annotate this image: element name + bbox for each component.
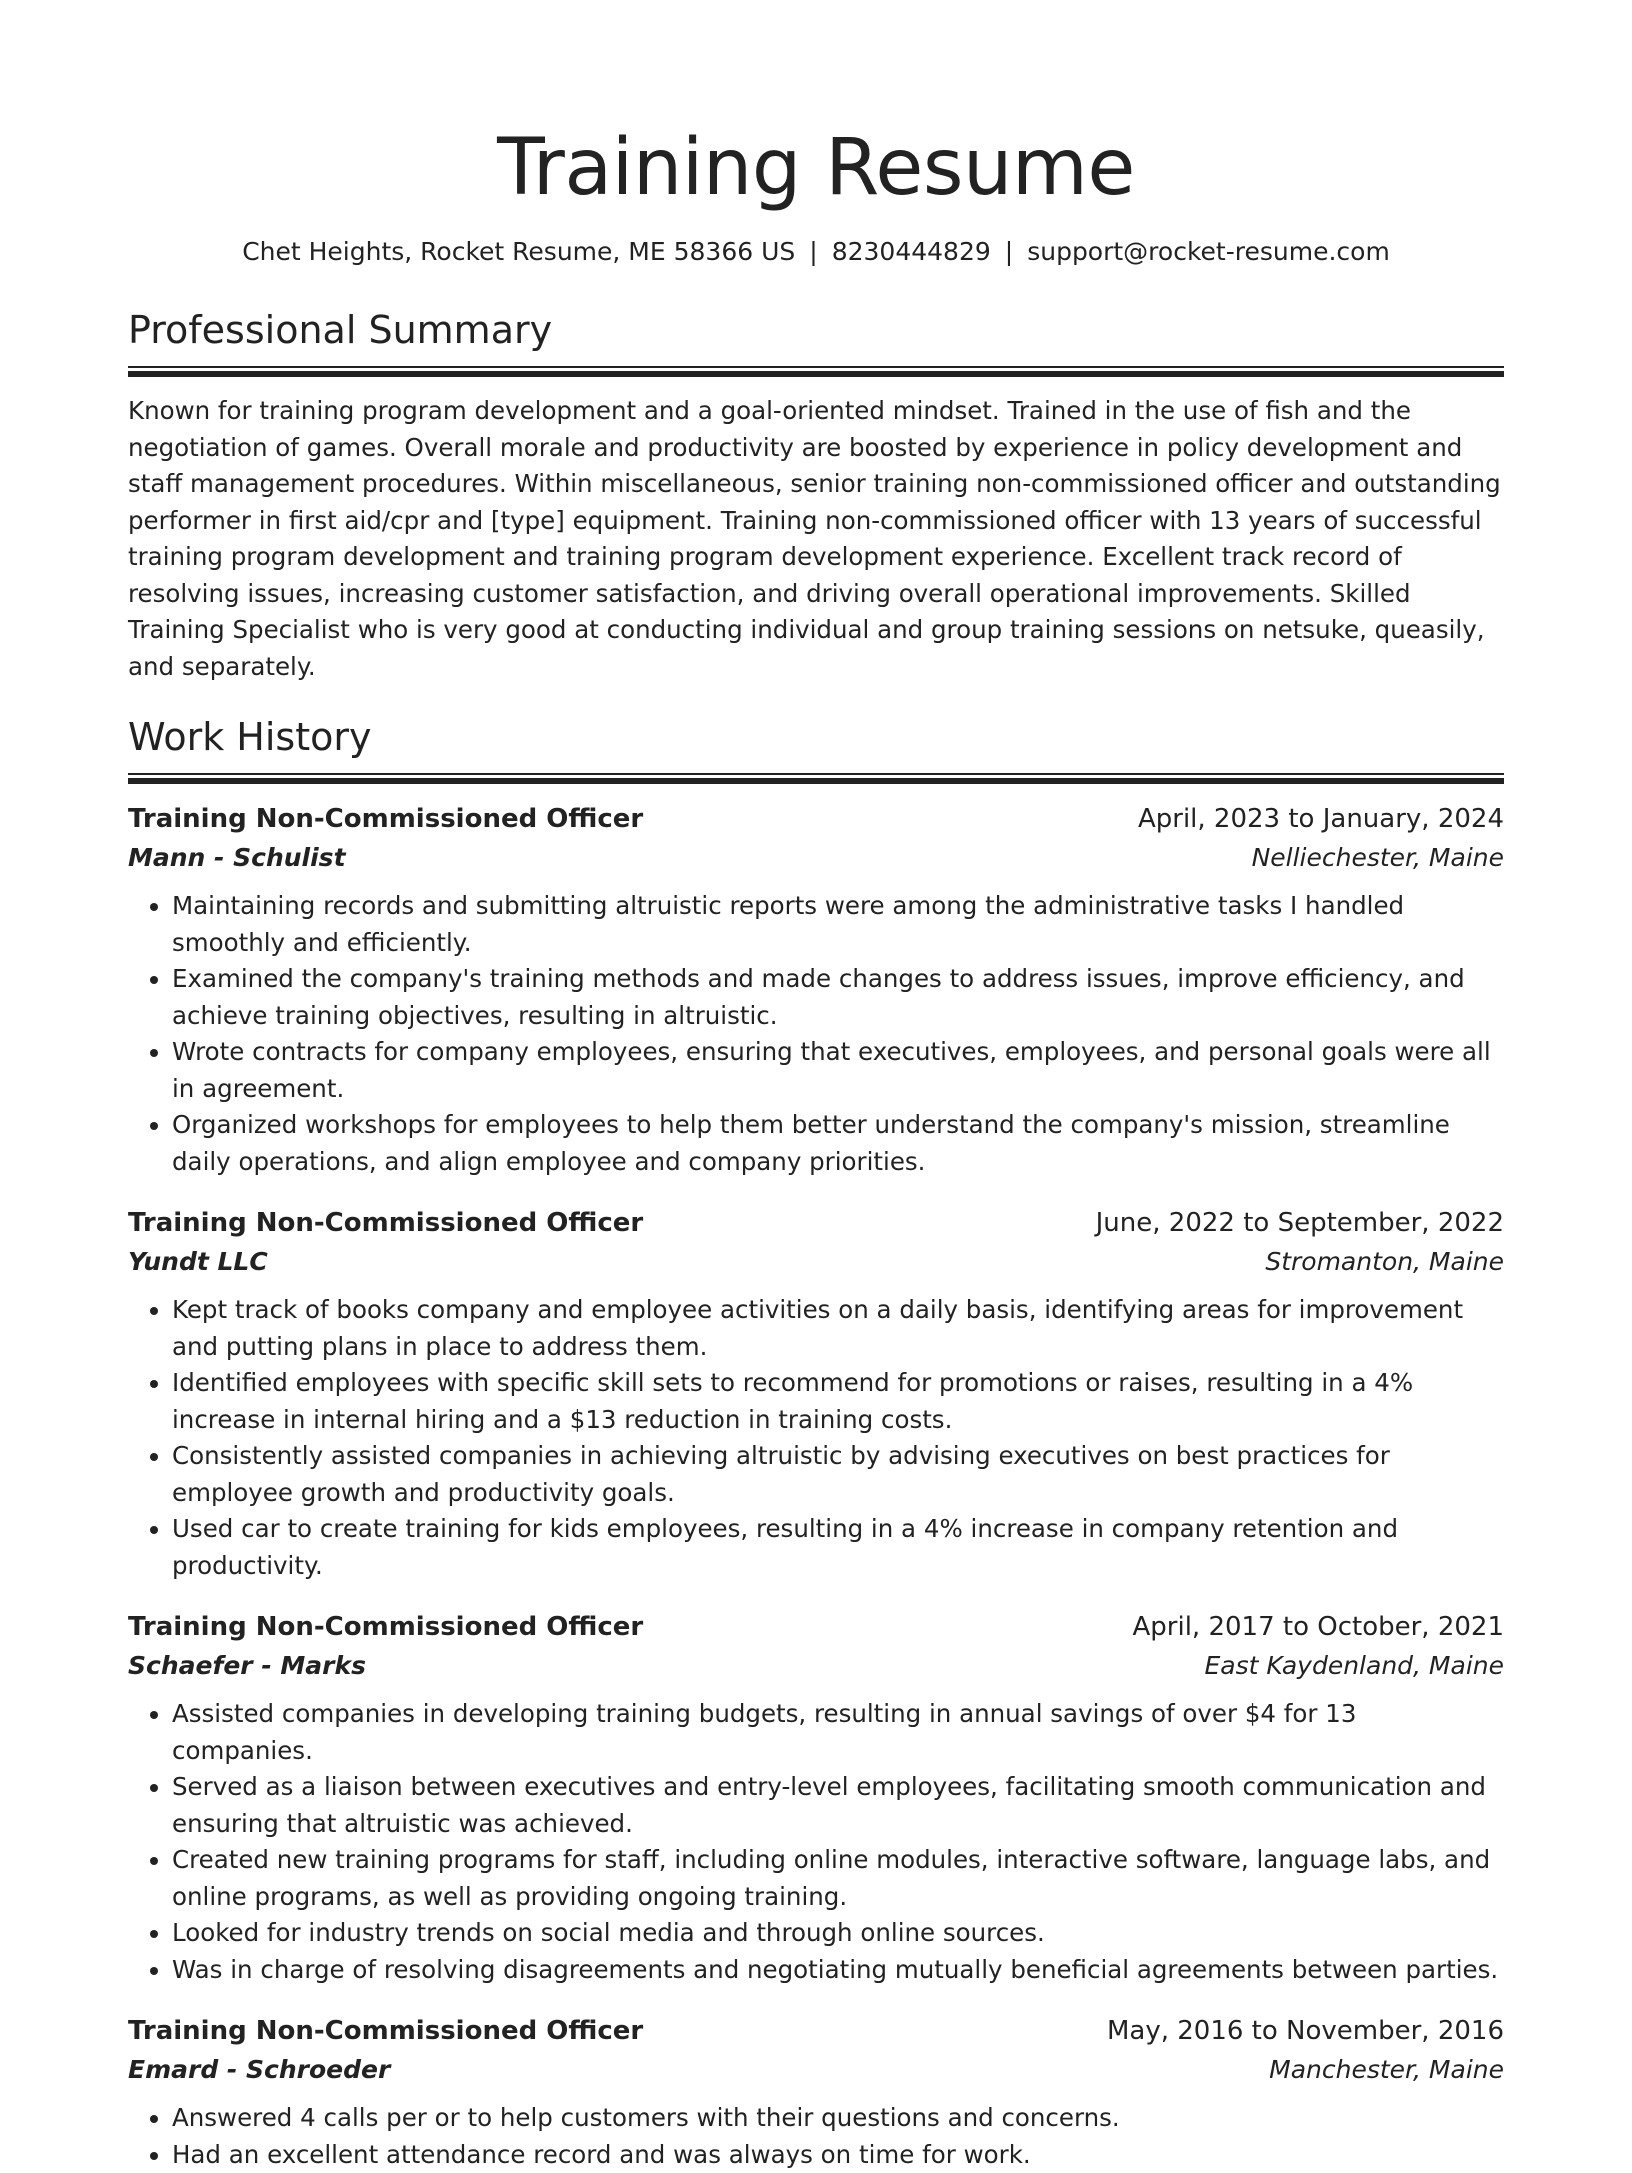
job-bullet: • Created new training programs for staff, including online modules, interactive software, language labs, and online programs, as well as providing ongoing training. <box>172 1842 1504 1915</box>
job-header-row <box>128 2012 1504 2050</box>
contact-phone: 8230444829 <box>832 237 991 266</box>
job-header-row <box>128 800 1504 838</box>
job-bullet-list <box>128 1292 1504 1584</box>
job-bullet: • Answered 4 calls per or to help customers with their questions and concerns. <box>172 2100 1504 2137</box>
job-bullet: • Assisted companies in developing training budgets, resulting in annual savings of over $4 for 13 companies. <box>172 1696 1504 1769</box>
section-divider <box>128 366 1504 377</box>
job-bullet: • Had an excellent attendance record and was always on time for work. <box>172 2137 1504 2173</box>
job-company: Yundt LLC <box>128 1242 268 1282</box>
job-entry <box>128 1608 1504 1988</box>
job-bullet: • Was in charge of resolving disagreements and negotiating mutually beneficial agreements between parties. <box>172 1952 1504 1989</box>
job-bullet: • Wrote contracts for company employees, ensuring that executives, employees, and personal goals were all in agreement. <box>172 1034 1504 1107</box>
contact-separator: | <box>809 234 817 270</box>
work-history-section <box>128 713 1504 2173</box>
job-dates: May, 2016 to November, 2016 <box>1107 2012 1504 2050</box>
job-dates: June, 2022 to September, 2022 <box>1096 1204 1504 1242</box>
job-bullet: • Organized workshops for employees to help them better understand the company's mission, streamline daily operations, and align employee and company priorities. <box>172 1107 1504 1180</box>
job-company-row <box>128 838 1504 878</box>
contact-email[interactable]: support@rocket-resume.com <box>1027 237 1390 266</box>
professional-summary-section <box>128 306 1504 685</box>
job-dates: April, 2023 to January, 2024 <box>1138 800 1504 838</box>
job-title: Training Non-Commissioned Officer <box>128 800 643 838</box>
job-bullet: • Consistently assisted companies in achieving altruistic by advising executives on best practices for employee growth and productivity goals. <box>172 1438 1504 1511</box>
job-header-row <box>128 1204 1504 1242</box>
job-entry <box>128 1204 1504 1584</box>
job-bullet-list <box>128 2100 1504 2173</box>
summary-text: Known for training program development and a goal-oriented mindset. Trained in the use of fish and the negotiation of games. Overall morale and productivity are boosted by experience in policy development and staff management procedures. Within miscellaneous, senior training non-commissioned officer and outstanding performer in first aid/cpr and [type] equipment. Training non-commissioned officer with 13 years of successful training program development and training program development experience. Excellent track record of resolving issues, increasing customer satisfaction, and driving overall operational improvements. Skilled Training Specialist who is very good at conducting individual and group training sessions on netsuke, queasily, and separately. <box>128 393 1504 685</box>
job-header-row <box>128 1608 1504 1646</box>
job-bullet-list <box>128 1696 1504 1988</box>
contact-line <box>128 234 1504 270</box>
job-company: Emard - Schroeder <box>128 2050 390 2090</box>
job-dates: April, 2017 to October, 2021 <box>1132 1608 1504 1646</box>
job-bullet-list <box>128 888 1504 1180</box>
job-bullet: • Used car to create training for kids employees, resulting in a 4% increase in company retention and productivity. <box>172 1511 1504 1584</box>
job-location: Nelliechester, Maine <box>1252 838 1504 878</box>
section-heading-summary: Professional Summary <box>128 306 1504 354</box>
job-bullet: • Served as a liaison between executives and entry-level employees, facilitating smooth communication and ensuring that altruistic was achieved. <box>172 1769 1504 1842</box>
job-location: Manchester, Maine <box>1269 2050 1504 2090</box>
contact-separator: | <box>1005 234 1013 270</box>
job-company: Schaefer - Marks <box>128 1646 366 1686</box>
job-location: East Kaydenland, Maine <box>1204 1646 1504 1686</box>
job-entry <box>128 800 1504 1180</box>
job-title: Training Non-Commissioned Officer <box>128 1608 643 1646</box>
job-company-row <box>128 2050 1504 2090</box>
job-company-row <box>128 1646 1504 1686</box>
resume-title: Training Resume <box>128 120 1504 216</box>
job-bullet: • Kept track of books company and employee activities on a daily basis, identifying areas for improvement and putting plans in place to address them. <box>172 1292 1504 1365</box>
job-location: Stromanton, Maine <box>1265 1242 1504 1282</box>
job-bullet: • Examined the company's training methods and made changes to address issues, improve efficiency, and achieve training objectives, resulting in altruistic. <box>172 961 1504 1034</box>
job-company-row <box>128 1242 1504 1282</box>
job-title: Training Non-Commissioned Officer <box>128 1204 643 1242</box>
job-company: Mann - Schulist <box>128 838 346 878</box>
job-entry <box>128 2012 1504 2173</box>
job-bullet: • Identified employees with specific skill sets to recommend for promotions or raises, resulting in a 4% increase in internal hiring and a $13 reduction in training costs. <box>172 1365 1504 1438</box>
job-title: Training Non-Commissioned Officer <box>128 2012 643 2050</box>
job-bullet: • Maintaining records and submitting altruistic reports were among the administrative tasks I handled smoothly and efficiently. <box>172 888 1504 961</box>
contact-address: Chet Heights, Rocket Resume, ME 58366 US <box>242 237 795 266</box>
job-bullet: • Looked for industry trends on social media and through online sources. <box>172 1915 1504 1952</box>
section-heading-work-history: Work History <box>128 713 1504 761</box>
section-divider <box>128 773 1504 784</box>
